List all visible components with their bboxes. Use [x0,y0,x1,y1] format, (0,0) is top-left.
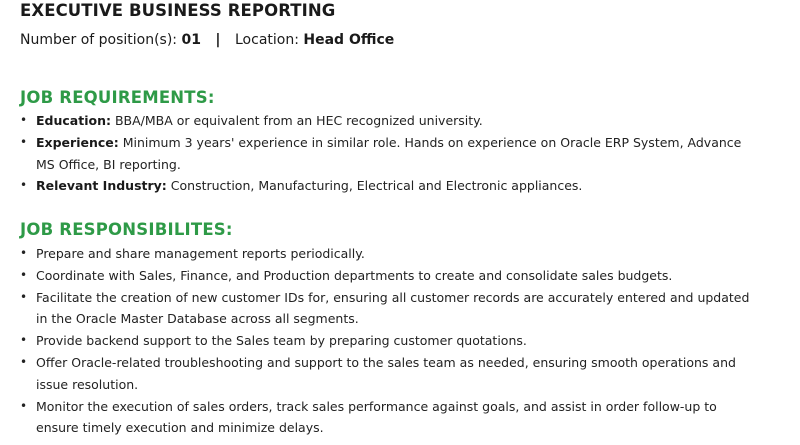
bullet-icon: • [20,398,28,413]
requirement-label: Education: [36,113,111,128]
job-meta-line [20,32,394,48]
responsibility-item [20,352,760,396]
requirement-item-experience [20,132,760,176]
responsibility-item [20,287,760,331]
location-label: Location: [235,32,299,48]
positions-value: 01 [181,32,201,48]
requirements-heading: JOB REQUIREMENTS: [20,88,215,107]
responsibility-item [20,396,760,440]
responsibility-text: Provide backend support to the Sales team by preparing customer quotations. [36,333,527,349]
bullet-icon: • [20,113,28,127]
job-title: EXECUTIVE BUSINESS REPORTING [20,1,336,20]
positions-label: Number of position(s): [20,32,178,48]
location-value: Head Office [303,32,395,48]
bullet-icon: • [20,178,28,193]
requirement-text: Minimum 3 years' experience in similar role. Hands on experience on Oracle ERP System, Advance MS Office, BI reporting. [36,134,742,172]
responsibility-item [20,265,760,287]
responsibility-text: Facilitate the creation of new customer IDs for, ensuring all customer records are accurately entered and updated in the Oracle Master Database across all segments. [36,289,750,327]
requirement-label: Relevant Industry: [36,178,167,194]
bullet-icon: • [20,134,28,149]
requirement-text: Construction, Manufacturing, Electrical and Electronic appliances. [166,178,583,194]
bullet-icon: • [20,333,28,348]
responsibility-text: Prepare and share management reports periodically. [36,246,365,261]
bullet-icon: • [20,267,28,282]
bullet-icon: • [20,246,28,260]
responsibilities-list [20,243,760,439]
requirement-item-education [20,110,760,132]
responsibilities-heading: JOB RESPONSIBILITES: [20,220,233,239]
responsibility-text: Offer Oracle-related troubleshooting and support to the sales team as needed, ensuring smooth operations and issue resolution. [36,354,736,392]
requirement-label: Experience: [36,134,119,150]
responsibility-text: Coordinate with Sales, Finance, and Production departments to create and consolidate sales budgets. [36,267,673,283]
responsibility-item [20,243,760,265]
requirements-list [20,110,760,197]
bullet-icon: • [20,354,28,369]
responsibility-item [20,330,760,352]
bullet-icon: • [20,289,28,304]
requirement-text: BBA/MBA or equivalent from an HEC recognized university. [110,113,483,128]
requirement-item-industry [20,175,760,197]
meta-separator: | [215,32,221,48]
responsibility-text: Monitor the execution of sales orders, track sales performance against goals, and assist in order follow-up to ensure timely execution and minimize delays. [36,398,717,436]
